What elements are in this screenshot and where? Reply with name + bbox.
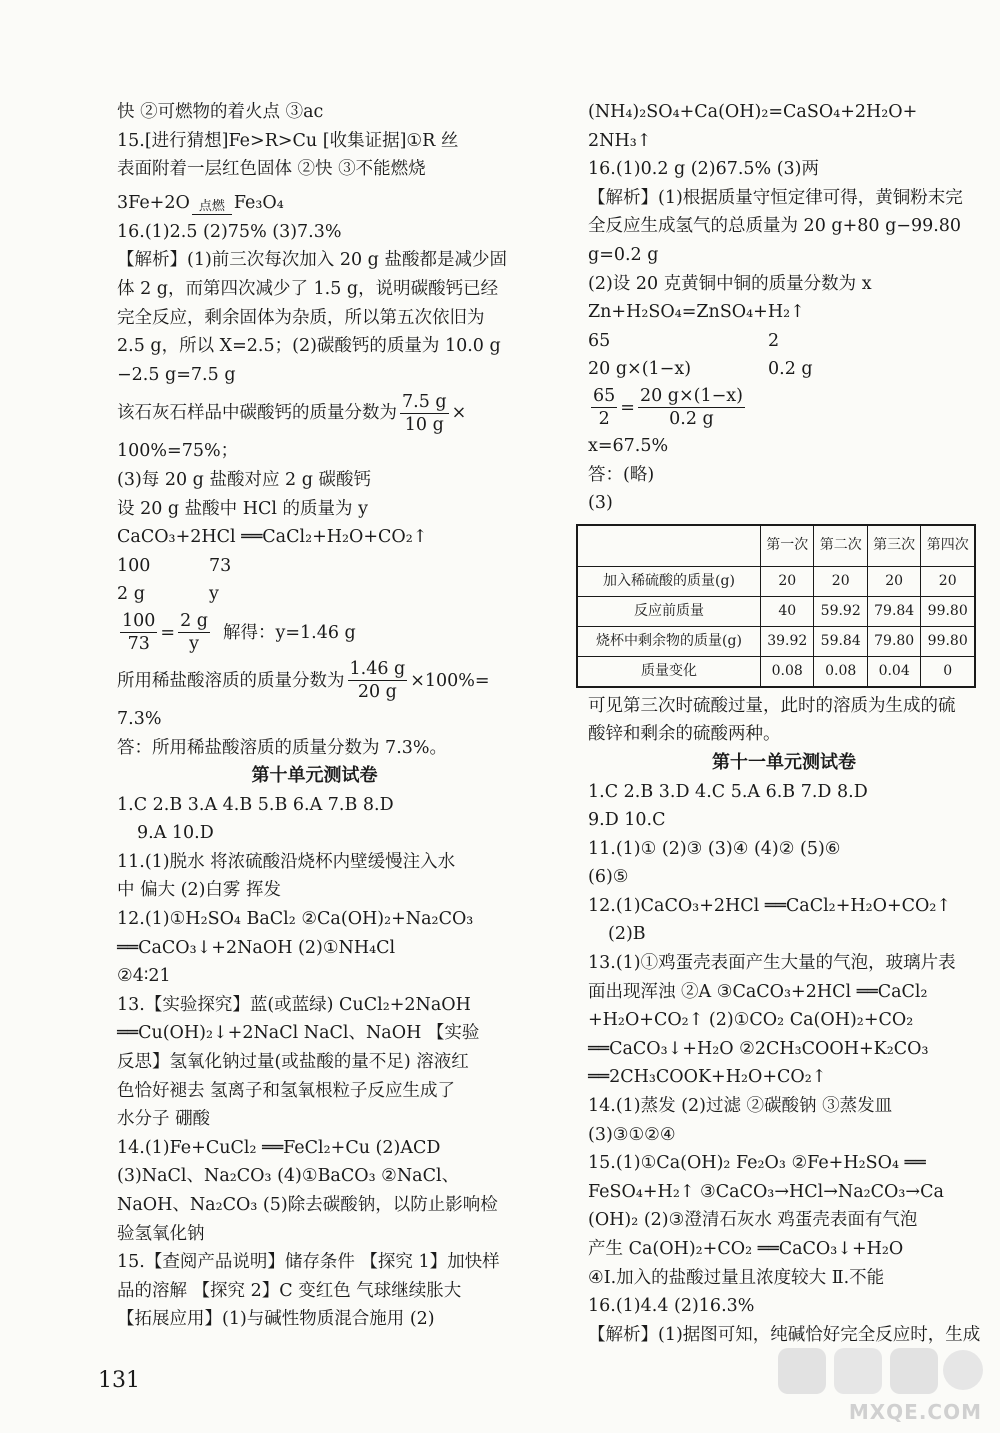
- fraction-line: [117, 389, 512, 437]
- right-column: [588, 98, 980, 1349]
- reaction-condition: 点燃: [198, 198, 225, 214]
- ratio-value: y: [209, 584, 219, 605]
- ratio-value: 100: [117, 555, 151, 576]
- answer-line: ══2CH₃COOK+H₂O+CO₂↑: [588, 1067, 827, 1088]
- table-cell: 0: [921, 656, 975, 687]
- ratio-line: [117, 552, 512, 581]
- numerator: 1.46 g: [349, 659, 406, 680]
- table-header-row: [577, 525, 975, 567]
- answer-line: FeSO₄+H₂↑ ③CaCO₃→HCl→Na₂CO₃→Ca: [588, 1181, 944, 1202]
- answer-line: NaOH、Na₂CO₃ (5)除去碳酸钠，以防止影响检: [117, 1195, 498, 1215]
- answer-line: 品的溶解 【探究 2】C 变红色 气球继续胀大: [117, 1280, 462, 1301]
- fraction-line: $\frac{65}{2}$ = $\frac{20 g\times(1-x)}{0.2 g}$: [593, 386, 743, 430]
- text-segment: ×: [451, 403, 467, 424]
- table-cell: 20: [921, 566, 975, 596]
- answer-line: 11.(1)① (2)③ (3)④ (4)② (5)⑥: [588, 838, 841, 859]
- answer-line: (3)NaCl、Na₂CO₃ (4)①BaCO₃ ②NaCl、: [117, 1166, 460, 1187]
- equation-line: Zn+H₂SO₄=ZnSO₄+H₂↑: [588, 302, 805, 323]
- table-cell: 79.80: [867, 626, 920, 656]
- fraction: [348, 658, 408, 703]
- answer-line: 1.C 2.B 3.A 4.B 5.B 6.A 7.B 8.D: [117, 794, 394, 815]
- answer-line: 【解析】(1)据图可知，纯碱恰好完全反应时，生成: [588, 1324, 981, 1345]
- numerator: 65: [593, 386, 616, 407]
- answer-line: 中 偏大 (2)白雾 挥发: [117, 880, 281, 901]
- fraction: [400, 391, 449, 436]
- table-header-cell: 第二次: [814, 525, 867, 567]
- answer-line: 14.(1)Fe+CuCl₂ ══FeCl₂+Cu (2)ACD: [117, 1137, 441, 1158]
- answer-line: (3)③①②④: [588, 1124, 676, 1145]
- answer-line: 1.C 2.B 3.D 4.C 5.A 6.B 7.D 8.D: [588, 781, 868, 802]
- text-line: 快 ②可燃物的着火点 ③ac: [117, 102, 324, 122]
- numerator: 20 g×(1−x): [639, 386, 743, 407]
- text-line: 100%=75%；: [117, 441, 239, 462]
- ratio-value: 0.2 g: [768, 359, 813, 380]
- text-line: g=0.2 g: [588, 244, 659, 265]
- text-line: −2.5 g=7.5 g: [117, 364, 236, 385]
- fraction: [120, 610, 157, 655]
- table-cell: 加入稀硫酸的质量(g): [577, 566, 761, 596]
- answer-line: 13.【实验探究】蓝(或蓝绿) CuCl₂+2NaOH: [117, 994, 471, 1015]
- text-line: (3)每 20 g 盐酸对应 2 g 碳酸钙: [117, 469, 371, 490]
- text-line: 设 20 g 盐酸中 HCl 的质量为 y: [117, 498, 368, 519]
- table-header-cell: 第一次: [761, 525, 814, 567]
- equation-left: 3Fe+2O: [117, 193, 190, 214]
- text-segment: 解得：y=1.46 g: [222, 622, 356, 643]
- answer-line: 15.(1)①Ca(OH)₂ Fe₂O₃ ②Fe+H₂SO₄ ══: [588, 1153, 926, 1174]
- denominator: 20 g: [357, 682, 397, 703]
- text-line: 【解析】(1)根据质量守恒定律可得，黄铜粉末完: [588, 187, 963, 208]
- answer-line: 12.(1)CaCO₃+2HCl ══CaCl₂+H₂O+CO₂↑: [588, 895, 952, 916]
- text-line: 2.5 g，所以 X=2.5；(2)碳酸钙的质量为 10.0 g: [117, 336, 501, 357]
- table-cell: 质量变化: [577, 656, 761, 687]
- section-heading: 第十单元测试卷: [251, 765, 378, 787]
- answer-line: 产生 Ca(OH)₂+CO₂ ══CaCO₃↓+H₂O: [588, 1239, 904, 1259]
- text-line: 16.(1)0.2 g (2)67.5% (3)两: [588, 159, 820, 180]
- answer-line: 14.(1)蒸发 (2)过滤 ②碳酸钠 ③蒸发皿: [588, 1096, 893, 1117]
- table-cell: 20: [814, 566, 867, 596]
- numerator: 100: [122, 611, 156, 632]
- section-heading: 第十一单元测试卷: [712, 751, 856, 773]
- equation-line: [117, 184, 512, 218]
- answer-line: 13.(1)①鸡蛋壳表面产生大量的气泡，玻璃片表: [588, 953, 956, 974]
- answer-line: 16.(1)4.4 (2)16.3%: [588, 1296, 755, 1317]
- answer-line: (2)B: [608, 924, 646, 945]
- text-line: 表面附着一层红色固体 ②快 ③不能燃烧: [117, 159, 426, 180]
- answer-line: 9.A 10.D: [137, 823, 214, 844]
- equation-line: CaCO₃+2HCl ══CaCl₂+H₂O+CO₂↑: [117, 527, 428, 548]
- table-header-cell: 第四次: [921, 525, 975, 567]
- answer-line: +H₂O+CO₂↑ (2)①CO₂ Ca(OH)₂+CO₂: [588, 1010, 914, 1031]
- table-cell: 20: [867, 566, 920, 596]
- answer-line: 反思】氢氧化钠过量(或盐酸的量不足) 溶液红: [117, 1052, 469, 1073]
- denominator: 0.2 g: [669, 409, 714, 430]
- answer-line: 水分子 硼酸: [117, 1109, 211, 1130]
- answer-line: 验氢氧化钠: [117, 1223, 205, 1244]
- text-line: x=67.5%: [588, 435, 669, 456]
- answer-line: (6)⑤: [588, 867, 629, 888]
- table-cell: 59.84: [814, 626, 867, 656]
- answer-line: 15.【查阅产品说明】储存条件 【探究 1】加快样: [117, 1252, 500, 1273]
- text-line: (2)设 20 克黄铜中铜的质量分数为 x: [588, 273, 872, 294]
- table-cell: 反应前质量: [577, 596, 761, 626]
- table-row: [577, 566, 975, 596]
- text-line: 全反应生成氢气的总质量为 20 g+80 g−99.80: [588, 216, 962, 237]
- text-line: 可见第三次时硫酸过量，此时的溶质为生成的硫: [588, 695, 956, 716]
- text-line: 体 2 g，而第四次减少了 1.5 g，说明碳酸钙已经: [117, 278, 499, 299]
- table-cell: 99.80: [921, 596, 975, 626]
- table-cell: 烧杯中剩余物的质量(g): [577, 626, 761, 656]
- answer-line: 9.D 10.C: [588, 810, 666, 831]
- table-cell: 20: [761, 566, 814, 596]
- ratio-value: 2: [768, 330, 780, 351]
- table-row: [577, 626, 975, 656]
- table-cell: 0.08: [761, 656, 814, 687]
- numerator: 7.5 g: [402, 391, 447, 412]
- answer-line: 面出现浑浊 ②A ③CaCO₃+2HCl ══CaCl₂: [588, 981, 928, 1002]
- page-number: 131: [98, 1368, 140, 1393]
- ratio-value: 65: [588, 330, 611, 351]
- text-line: (3): [588, 493, 613, 514]
- ratio-value: 73: [209, 555, 232, 576]
- denominator: 73: [127, 634, 150, 655]
- denominator: y: [189, 634, 199, 655]
- numerator: 2 g: [180, 611, 208, 632]
- text-line: 7.3%: [117, 708, 162, 729]
- text-line: 15.[进行猜想]Fe>R>Cu [收集证据]①R 丝: [117, 130, 459, 151]
- text-line: 16.(1)2.5 (2)75% (3)7.3%: [117, 221, 342, 242]
- table-cell: 39.92: [761, 626, 814, 656]
- answer-line: (OH)₂ (2)③澄清石灰水 鸡蛋壳表面有气泡: [588, 1210, 918, 1231]
- table-cell: 99.80: [921, 626, 975, 656]
- fraction: [178, 610, 210, 655]
- denominator: 2: [598, 409, 610, 430]
- text-line: 答：(略): [588, 464, 655, 485]
- equation-line: 2NH₃↑: [588, 130, 652, 151]
- answer-line: ④Ⅰ.加入的盐酸过量且浓度较大 Ⅱ.不能: [588, 1267, 885, 1288]
- results-table: [576, 524, 976, 688]
- answer-line: ══Cu(OH)₂↓+2NaCl NaCl、NaOH 【实验: [117, 1023, 480, 1044]
- ratio-value: 2 g: [117, 584, 145, 605]
- table-cell: 79.84: [867, 596, 920, 626]
- fraction: [638, 385, 745, 430]
- answer-line: 【拓展应用】(1)与碱性物质混合施用 (2): [117, 1309, 435, 1330]
- table-cell: 40: [761, 596, 814, 626]
- table-cell: 0.04: [867, 656, 920, 687]
- table-header-cell: [577, 525, 761, 567]
- ratio-value: 20 g×(1−x): [588, 359, 692, 380]
- fraction: [591, 385, 617, 430]
- text-line: 答：所用稀盐酸溶质的质量分数为 7.3%。: [117, 737, 448, 758]
- answer-line: ══CaCO₃↓+2NaOH (2)①NH₄Cl: [117, 937, 396, 958]
- ratio-line: [588, 355, 980, 384]
- reaction-arrow: [192, 200, 232, 218]
- answer-line: 11.(1)脱水 将浓硫酸沿烧杯内壁缓慢注入水: [117, 851, 456, 872]
- ratio-line: [588, 327, 980, 356]
- text-segment: 该石灰石样品中碳酸钙的质量分数为: [117, 403, 397, 424]
- ratio-line: [117, 580, 512, 609]
- watermark-text: MXQE.COM: [848, 1400, 982, 1424]
- text-line: 酸锌和剩余的硫酸两种。: [588, 724, 781, 745]
- text-line: 完全反应，剩余固体为杂质，所以第五次依旧为: [117, 307, 485, 328]
- table-row: [577, 656, 975, 687]
- denominator: 10 g: [404, 414, 444, 435]
- table-header-cell: 第三次: [867, 525, 920, 567]
- left-column: [117, 98, 512, 1334]
- fraction-line: $\frac{100}{73}$ = $\frac{2 g}{y}$ 解得：y=1.46 g: [122, 611, 356, 655]
- answer-line: 色恰好褪去 氢离子和氢氧根粒子反应生成了: [117, 1080, 456, 1101]
- equation-line: (NH₄)₂SO₄+Ca(OH)₂=CaSO₄+2H₂O+: [588, 102, 918, 122]
- table-cell: 0.08: [814, 656, 867, 687]
- equation-right: Fe₃O₄: [233, 193, 284, 214]
- answer-line: ══CaCO₃↓+H₂O ②2CH₃COOH+K₂CO₃: [588, 1038, 929, 1059]
- table-row: [577, 596, 975, 626]
- table-cell: 59.92: [814, 596, 867, 626]
- answer-line: ②4∶21: [117, 966, 171, 987]
- answer-line: 12.(1)①H₂SO₄ BaCl₂ ②Ca(OH)₂+Na₂CO₃: [117, 909, 474, 930]
- fraction-line: [117, 657, 512, 705]
- text-segment: 所用稀盐酸溶质的质量分数为: [117, 670, 345, 691]
- text-segment: ×100%=: [410, 670, 490, 691]
- text-line: 【解析】(1)前三次每次加入 20 g 盐酸都是减少固: [117, 250, 507, 271]
